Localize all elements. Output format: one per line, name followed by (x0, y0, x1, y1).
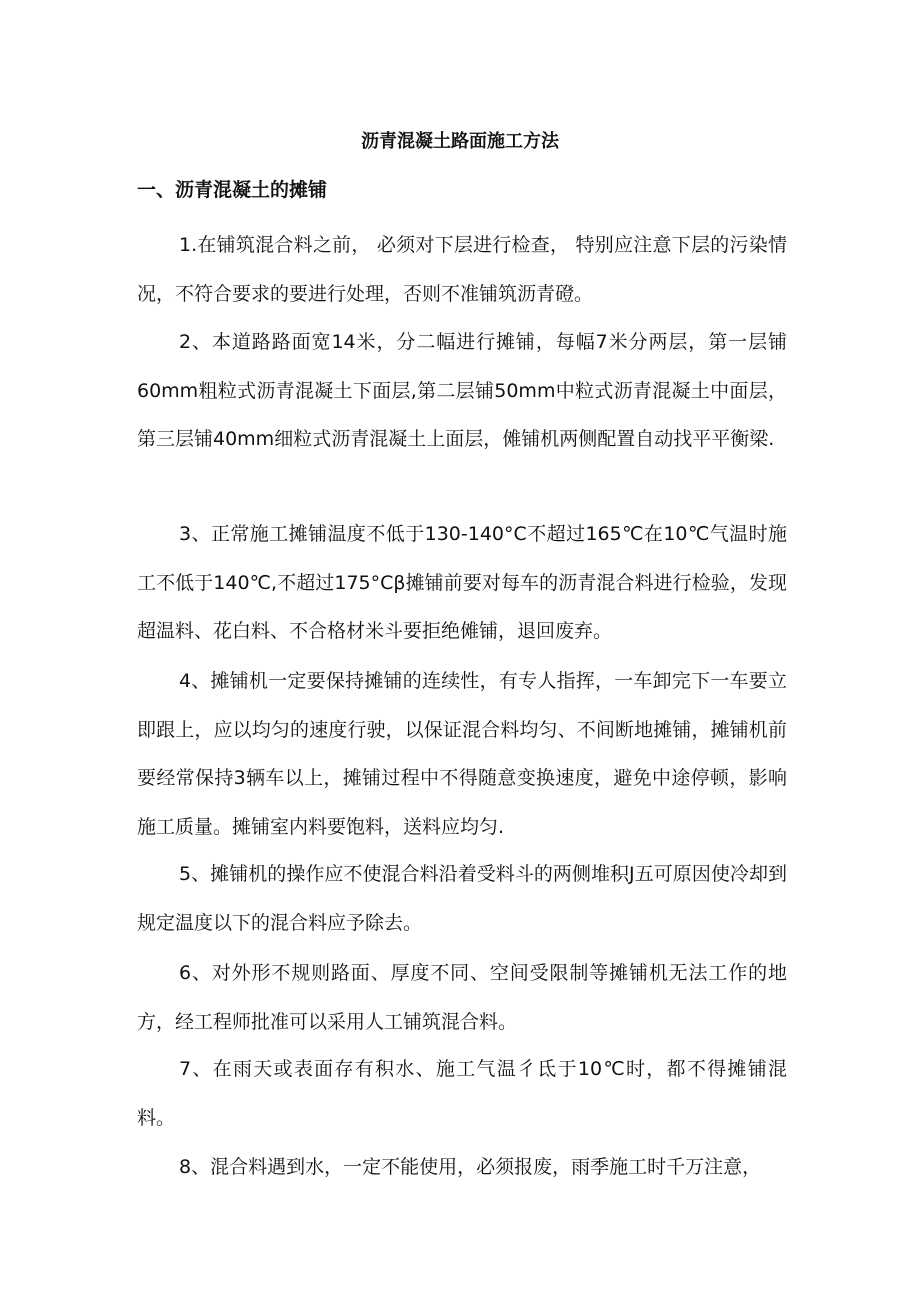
section-heading: 一、沥青混凝土的摊铺 (137, 179, 328, 201)
page-title: 沥青混凝土路面施工方法 (361, 131, 559, 152)
paragraph-8: 8、混合料遇到水，一定不能使用，必须报废，雨季施工时千万注意， (179, 1156, 762, 1178)
paragraph-2: 2、本道路路面宽14米，分二幅进行摊铺，每幅7米分两层，第一层铺60mm粗粒式沥青混凝土下面层,第二层铺50mm中粒式沥青混凝土中面层，第三层铺40mm细粒式沥青混凝土上面层，傩铺机两侧配置自动找平平衡梁. (137, 331, 787, 451)
paragraph-6: 6、对外形不规则路面、厚度不同、空间受限制等摊铺机无法工作的地方，经工程师批准可以采用人工铺筑混合料。 (137, 962, 787, 1033)
paragraph-7: 7、在雨天或表面存有积水、施工气温彳氐于10℃时，都不得摊铺混料。 (137, 1058, 787, 1129)
paragraph-5: 5、摊铺机的操作应不使混合料沿着受料斗的两侧堆积J五可原因使冷却到规定温度以下的混合料应予除去。 (137, 863, 787, 934)
paragraph-1: 1.在铺筑混合料之前， 必须对下层进行检查， 特别应注意下层的污染情况，不符合要求的要进行处理，否则不准铺筑沥青磴。 (137, 234, 787, 305)
paragraph-3: 3、正常施工摊铺温度不低于130-140°C不超过165℃在10℃气温时施工不低于140℃,不超过175°Cβ摊铺前要对每车的沥青混合料进行检验，发现超温料、花白料、不合格材米斗要拒绝傩铺，退回废弃。 (137, 523, 787, 643)
paragraph-4: 4、摊铺机一定要保持摊铺的连续性，有专人指挥，一车卸完下一车要立即跟上，应以均匀的速度行驶，以保证混合料均匀、不间断地摊铺，摊铺机前要经常保持3辆车以上，摊铺过程中不得随意变换速度，避免中途停顿，影响施工质量。摊铺室内料要饱料，送料应均匀. (137, 670, 787, 838)
